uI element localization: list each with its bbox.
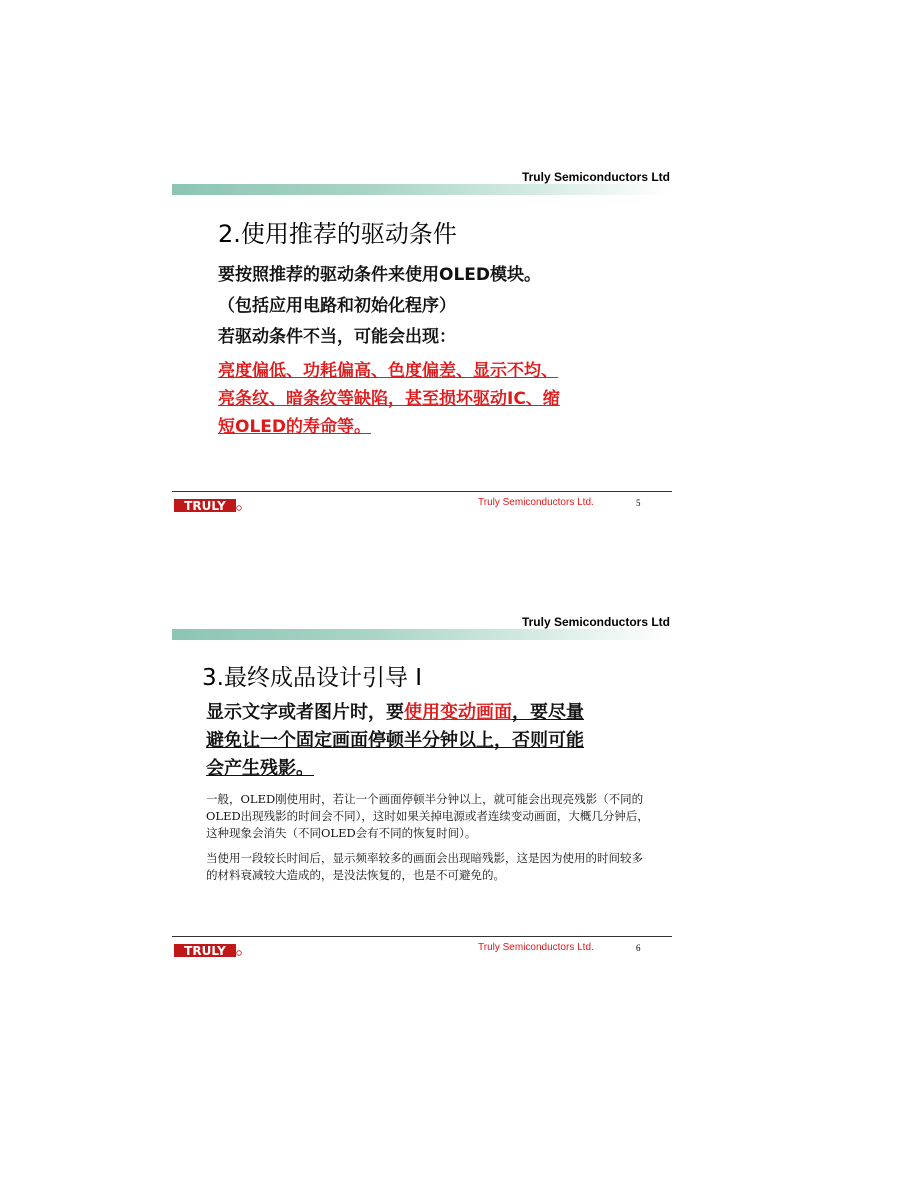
body-text: 显示文字或者图片时，要: [206, 702, 404, 723]
body-line: 若驱动条件不当，可能会出现：: [218, 327, 456, 347]
page-number: 6: [636, 943, 641, 953]
page-number: 5: [636, 498, 641, 508]
paragraph: 当使用一段较长时间后，显示频率较多的画面会出现暗残影，这是因为使用的时间较多的材料衰减较大造成的，是没法恢复的，也是不可避免的。: [206, 851, 643, 882]
slide-5: [172, 170, 674, 515]
warning-line: 亮度偏低、功耗偏高、色度偏差、显示不均、: [218, 361, 558, 381]
body-line: 要按照推荐的驱动条件来使用OLED模块。: [218, 265, 542, 285]
footer-company: Truly Semiconductors Ltd.: [478, 942, 594, 953]
header-gradient-bar: [172, 629, 670, 640]
svg-text:TRULY: TRULY: [184, 944, 226, 957]
highlight-text: 使用变动画面: [404, 702, 512, 723]
slide-title: 3.最终成品设计引导 I: [202, 665, 423, 691]
slide-title: 2.使用推荐的驱动条件: [218, 220, 457, 248]
body-line: 会产生残影。: [206, 758, 314, 779]
slide-body: [218, 260, 658, 441]
footer-divider: [172, 491, 672, 492]
header-company: Truly Semiconductors Ltd: [521, 615, 670, 629]
truly-logo: [174, 499, 242, 512]
warning-line: 短OLED的寿命等。: [218, 417, 372, 437]
warning-line: 亮条纹、暗条纹等缺陷，甚至损坏驱动IC、缩: [218, 389, 560, 409]
body-line: [206, 699, 656, 727]
footer-company: Truly Semiconductors Ltd.: [478, 497, 594, 508]
paragraph: 一般，OLED刚使用时，若让一个画面停顿半分钟以上，就可能会出现亮残影（不同的OLED出现残影的时间会不同），这时如果关掉电源或者连续变动画面，大概几分钟后，这种现象会消失（不同OLED会有不同的恢复时间）。: [206, 792, 649, 840]
body-text: ，要尽量: [512, 702, 584, 723]
header-company: Truly Semiconductors Ltd: [521, 170, 670, 184]
body-line: 避免让一个固定画面停顿半分钟以上，否则可能: [206, 730, 584, 751]
header-gradient-bar: [172, 184, 670, 195]
footer-divider: [172, 936, 672, 937]
truly-logo: [174, 944, 242, 957]
svg-text:TRULY: TRULY: [184, 499, 226, 512]
body-line: （包括应用电路和初始化程序）: [218, 296, 456, 316]
slide-body: [206, 699, 656, 884]
slide-6: [172, 615, 674, 960]
